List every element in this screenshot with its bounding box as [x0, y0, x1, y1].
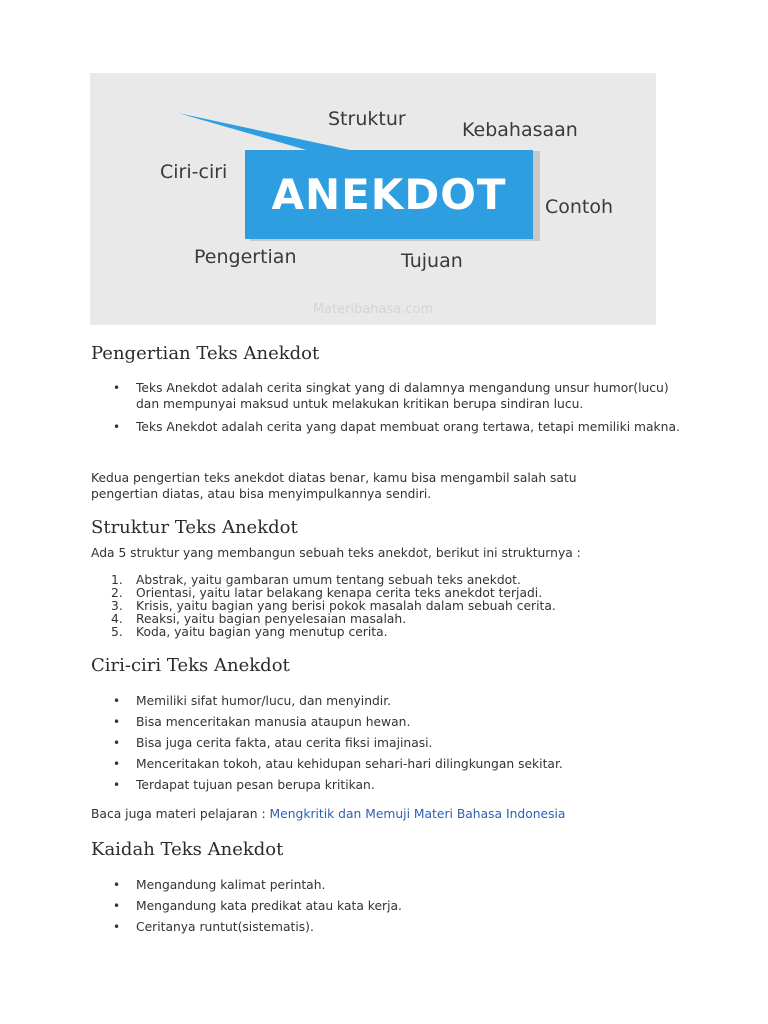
word-tujuan: Tujuan [401, 250, 463, 272]
heading-kaidah: Kaidah Teks Anekdot [91, 839, 284, 860]
paragraph-pengertian: Kedua pengertian teks anekdot diatas benar, kamu bisa mengambil salah satu pengertian diatas, atau bisa menyimpulkannya sendiri. [91, 471, 577, 501]
watermark: Materibahasa.com [312, 302, 434, 317]
list-kaidah [91, 877, 681, 935]
read-also-prefix: Baca juga materi pelajaran : [91, 807, 270, 821]
list-item: • Teks Anekdot adalah cerita singkat yang di dalamnya mengandung unsur humor(lucu) dan mempunyai maksud untuk melakukan kritikan berupa sindiran lucu. [91, 380, 681, 412]
list-item: • Ceritanya runtut(sistematis). [91, 919, 681, 935]
heading-pengertian: Pengertian Teks Anekdot [91, 343, 320, 364]
word-pengertian: Pengertian [194, 246, 297, 268]
list-item: • Mengandung kata predikat atau kata kerja. [91, 898, 681, 914]
anekdot-illustration [90, 73, 656, 325]
list-struktur [91, 574, 681, 639]
word-struktur: Struktur [328, 108, 406, 130]
heading-struktur: Struktur Teks Anekdot [91, 517, 298, 538]
list-pengertian [91, 380, 681, 435]
list-item: • Terdapat tujuan pesan berupa kritikan. [91, 777, 681, 793]
list-item: • Bisa menceritakan manusia ataupun hewan. [91, 714, 681, 730]
list-item: • Memiliki sifat humor/lucu, dan menyindir. [91, 693, 681, 709]
list-item: 1. Abstrak, yaitu gambaran umum tentang sebuah teks anekdot. [111, 573, 521, 587]
anekdot-banner [245, 150, 533, 239]
banner-title: ANEKDOT [271, 170, 507, 219]
paragraph-struktur-intro: Ada 5 struktur yang membangun sebuah teks anekdot, berikut ini strukturnya : [91, 546, 581, 560]
list-item: • Mengandung kalimat perintah. [91, 877, 681, 893]
list-item: • Bisa juga cerita fakta, atau cerita fiksi imajinasi. [91, 735, 681, 751]
list-item: 2. Orientasi, yaitu latar belakang kenapa cerita teks anekdot terjadi. [111, 586, 543, 600]
list-item: • Menceritakan tokoh, atau kehidupan sehari-hari dilingkungan sekitar. [91, 756, 681, 772]
word-kebahasaan: Kebahasaan [462, 119, 578, 141]
list-item: • Teks Anekdot adalah cerita yang dapat membuat orang tertawa, tetapi memiliki makna. [91, 419, 681, 435]
list-item: 3. Krisis, yaitu bagian yang berisi pokok masalah dalam sebuah cerita. [111, 599, 556, 613]
heading-ciri-ciri: Ciri-ciri Teks Anekdot [91, 655, 290, 676]
list-item: 5. Koda, yaitu bagian yang menutup cerita. [111, 625, 388, 639]
read-also-link[interactable]: Mengkritik dan Memuji Materi Bahasa Indonesia [269, 807, 566, 821]
word-ciri-ciri: Ciri-ciri [160, 161, 228, 183]
read-also [91, 806, 681, 822]
word-contoh: Contoh [545, 196, 614, 218]
list-ciri-ciri [91, 693, 681, 793]
list-item: 4. Reaksi, yaitu bagian penyelesaian masalah. [111, 612, 407, 626]
